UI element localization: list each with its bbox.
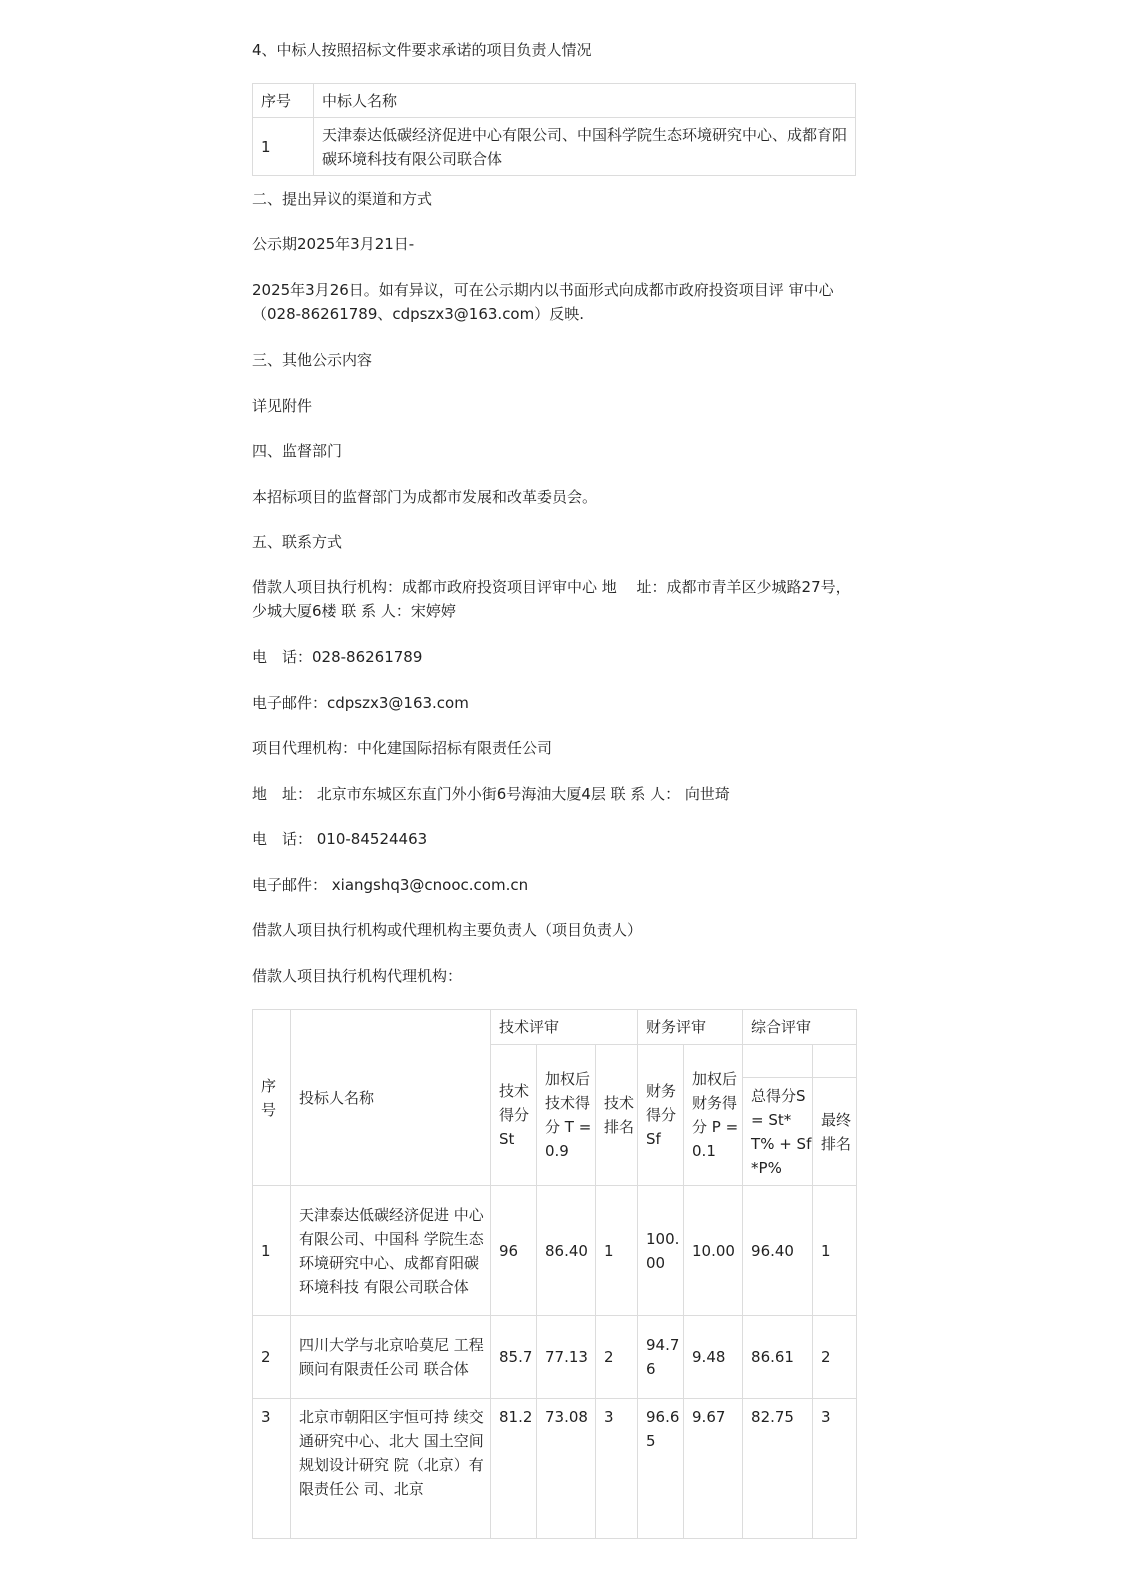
other-text: 详见附件 xyxy=(252,397,313,415)
score-cell-name: 北京市朝阳区宇恒可持 续交通研究中心、北大 国土空间规划设计研究 院（北京）有限责任公 司、北京 xyxy=(291,1399,491,1539)
score-cell-trank: 1 xyxy=(596,1186,638,1316)
score-cell-sf: 96.65 xyxy=(638,1399,684,1539)
table-row xyxy=(253,1316,857,1399)
score-cell-sf: 94.76 xyxy=(638,1316,684,1399)
table-row xyxy=(253,1186,857,1316)
score-header-no: 序号 xyxy=(253,1010,291,1186)
score-header-fin: 财务评审 xyxy=(638,1010,743,1045)
score-cell-no: 2 xyxy=(253,1316,291,1399)
score-cell-p: 9.48 xyxy=(684,1316,743,1399)
score-cell-st: 96 xyxy=(491,1186,537,1316)
agency-label: 借款人项目执行机构代理机构： xyxy=(252,967,463,985)
borrower-agency: 借款人项目执行机构：成都市政府投资项目评审中心 地 址：成都市青羊区少城路27号，少城大厦6楼 联 系 人：宋婷婷 xyxy=(252,578,851,620)
agent-phone: 电 话： 010-84524463 xyxy=(252,830,428,848)
score-cell-trank: 2 xyxy=(596,1316,638,1399)
objection-period: 公示期2025年3月21日- xyxy=(252,235,415,253)
score-table xyxy=(252,1009,857,1539)
other-heading: 三、其他公示内容 xyxy=(252,351,373,369)
winner-table xyxy=(252,83,856,176)
contact-heading: 五、联系方式 xyxy=(252,533,343,551)
score-header-total: 综合评审 xyxy=(743,1010,857,1045)
winner-header-no: 序号 xyxy=(253,84,314,118)
score-header-tech: 技术评审 xyxy=(491,1010,638,1045)
score-cell-sf: 100.00 xyxy=(638,1186,684,1316)
borrower-phone: 电 话：028-86261789 xyxy=(252,648,423,666)
score-cell-rank: 2 xyxy=(813,1316,857,1399)
score-cell-t: 86.40 xyxy=(537,1186,596,1316)
agent-name: 项目代理机构：中化建国际招标有限责任公司 xyxy=(252,739,553,757)
agent-address: 地 址： 北京市东城区东直门外小街6号海油大厦4层 联 系 人： 向世琦 xyxy=(252,785,730,803)
score-cell-s: 86.61 xyxy=(743,1316,813,1399)
score-header-p: 加权后财务得分 P =0.1 xyxy=(684,1045,743,1186)
score-header-blank1 xyxy=(743,1045,813,1078)
agent-email: 电子邮件： xiangshq3@cnooc.com.cn xyxy=(252,876,529,894)
score-cell-p: 10.00 xyxy=(684,1186,743,1316)
score-header-st: 技术得分St xyxy=(491,1045,537,1186)
score-cell-rank: 3 xyxy=(813,1399,857,1539)
objection-heading: 二、提出异议的渠道和方式 xyxy=(252,190,433,208)
score-cell-rank: 1 xyxy=(813,1186,857,1316)
winner-row-name: 天津泰达低碳经济促进中心有限公司、中国科学院生态环境研究中心、成都育阳碳环境科技有限公司联合体 xyxy=(314,118,856,176)
score-cell-st: 81.2 xyxy=(491,1399,537,1539)
score-cell-name: 四川大学与北京哈莫尼 工程顾问有限责任公司 联合体 xyxy=(291,1316,491,1399)
borrower-email: 电子邮件：cdpszx3@163.com xyxy=(252,694,469,712)
table-row xyxy=(253,1399,857,1539)
section4-heading: 4、中标人按照招标文件要求承诺的项目负责人情况 xyxy=(252,41,592,59)
score-cell-s: 82.75 xyxy=(743,1399,813,1539)
winner-header-name: 中标人名称 xyxy=(314,84,856,118)
supervision-heading: 四、监督部门 xyxy=(252,442,343,460)
score-cell-t: 77.13 xyxy=(537,1316,596,1399)
score-cell-st: 85.7 xyxy=(491,1316,537,1399)
score-header-blank2 xyxy=(813,1045,857,1078)
score-header-t: 加权后技术得分 T =0.9 xyxy=(537,1045,596,1186)
score-header-sf: 财务得分Sf xyxy=(638,1045,684,1186)
score-header-trank: 技术排名 xyxy=(596,1045,638,1186)
score-cell-no: 3 xyxy=(253,1399,291,1539)
supervision-text: 本招标项目的监督部门为成都市发展和改革委员会。 xyxy=(252,488,598,506)
score-cell-no: 1 xyxy=(253,1186,291,1316)
score-cell-s: 96.40 xyxy=(743,1186,813,1316)
table-row xyxy=(253,118,856,176)
score-cell-t: 73.08 xyxy=(537,1399,596,1539)
score-cell-trank: 3 xyxy=(596,1399,638,1539)
score-header-rank: 最终排名 xyxy=(813,1078,857,1186)
score-header-name: 投标人名称 xyxy=(291,1010,491,1186)
score-cell-p: 9.67 xyxy=(684,1399,743,1539)
winner-row-no: 1 xyxy=(253,118,314,176)
responsible-person: 借款人项目执行机构或代理机构主要负责人（项目负责人） xyxy=(252,921,643,939)
objection-detail: 2025年3月26日。如有异议，可在公示期内以书面形式向成都市政府投资项目评 审中心（028-86261789、cdpszx3@163.com）反映. xyxy=(252,281,834,323)
score-header-s: 总得分S= St* T% + Sf*P% xyxy=(743,1078,813,1186)
score-cell-name: 天津泰达低碳经济促进 中心有限公司、中国科 学院生态环境研究中心、成都育阳碳环境科技 有限公司联合体 xyxy=(291,1186,491,1316)
